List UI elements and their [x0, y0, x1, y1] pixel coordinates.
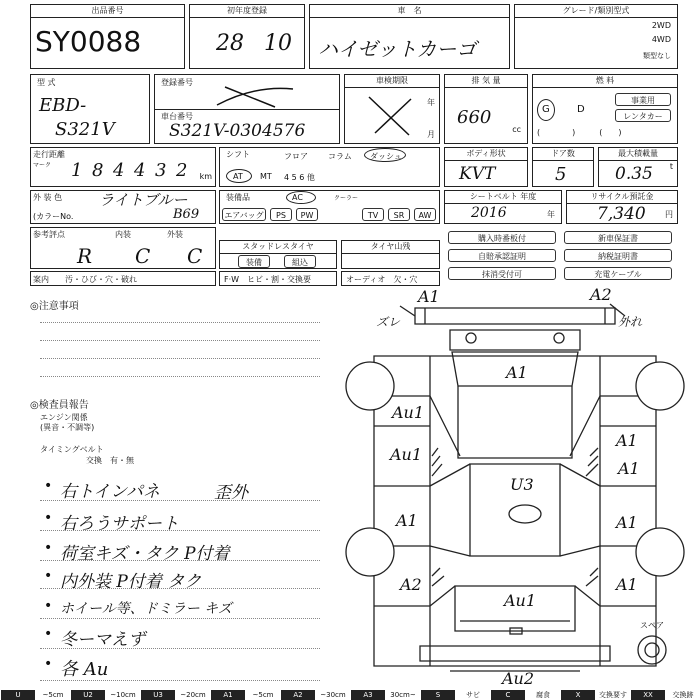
- vehicle-name-label: 車 名: [310, 5, 509, 18]
- color-number: B69: [173, 207, 200, 222]
- diagram-roof: A1: [506, 363, 528, 382]
- inspection-note-6: 冬ーマえず: [60, 630, 145, 650]
- doc-insurance: 自賠承認証明: [448, 249, 556, 262]
- diagram-top-left: A1: [418, 287, 440, 306]
- color-label: 外 装 色: [33, 193, 63, 202]
- inspection-note-4: 内外装 P付着 タク: [60, 572, 202, 592]
- inspection-note-right: 歪外: [214, 483, 248, 503]
- model-box: [30, 74, 150, 144]
- payload-value: 0.35: [615, 164, 653, 184]
- km-unit: km: [199, 172, 212, 181]
- displacement-label: 排 気 量: [445, 75, 527, 88]
- drive-2wd: 2WD: [651, 21, 671, 30]
- grade-score-box: [30, 227, 216, 269]
- equip-sr: SR: [388, 208, 410, 221]
- equipment-box: [219, 190, 440, 224]
- mileage-digits: 1 8 4 4 3 2: [71, 160, 188, 181]
- audio-text: オーディオ 欠・穴: [346, 275, 418, 284]
- diagram-rear: Au1: [504, 591, 537, 610]
- displacement-box: [444, 74, 528, 144]
- damage-legend: U ~5cm U2 ~10cm U3 ~20cm A1 ~5cm A2 ~30cm A3 30cm~ S サビ C 腐食 X 交換要す XX 交換跡: [0, 690, 700, 700]
- recycle-box: [566, 190, 678, 224]
- type-none: 類型なし: [643, 52, 671, 60]
- color-number-label: (カラーNo.: [33, 212, 74, 221]
- vehicle-name-value: ハイゼットカーゴ: [318, 37, 477, 61]
- year-unit: 年: [427, 98, 435, 107]
- guide-box: [30, 271, 216, 286]
- shift-column: コラム: [328, 152, 352, 161]
- body-value: KVT: [459, 164, 496, 184]
- t-unit: t: [669, 162, 673, 171]
- equip-pw: PW: [296, 208, 318, 221]
- diagram-left-mid: Au1: [390, 445, 423, 464]
- shift-label: シフト: [226, 150, 250, 159]
- doors-label: ドア数: [533, 148, 593, 161]
- doc-plate: 購入時番板付: [448, 231, 556, 244]
- chassis-number-label: 車台番号: [161, 112, 193, 121]
- timing-sub: 交換 有・無: [86, 456, 134, 465]
- first-registration-box: [189, 4, 305, 69]
- first-registration-label: 初年度登録: [190, 5, 304, 18]
- inspection-note-7: 各 Au: [60, 659, 109, 680]
- shift-floor: フロア: [284, 152, 308, 161]
- inspection-note-2: 右ろうサポート: [60, 514, 179, 534]
- shift-dash: ダッシュ: [370, 152, 402, 161]
- studless-yes: 装備: [238, 255, 270, 268]
- inspection-note-5: ホイール等、ドミラー キズ: [60, 601, 232, 617]
- audio-box: [341, 271, 440, 286]
- inspection-note-3: 荷室キズ・タク P付着: [60, 544, 230, 564]
- seatbelt-label: シートベルト 年度: [445, 191, 561, 204]
- doc-tax: 納税証明書: [564, 249, 672, 262]
- seatbelt-box: [444, 190, 562, 224]
- studless-no: 組込: [284, 255, 316, 268]
- grade-label: グレード/類別型式: [515, 5, 677, 18]
- diagram-left-label: ズレ: [376, 315, 401, 329]
- doc-warranty: 新車保証書: [564, 231, 672, 244]
- equip-tv: TV: [362, 208, 384, 221]
- doc-cancel: 抹消受付可: [448, 267, 556, 280]
- chassis-number-value: S321V-0304576: [169, 121, 306, 141]
- doors-value: 5: [555, 164, 567, 185]
- displacement-value: 660: [457, 107, 492, 128]
- registration-box: [154, 74, 340, 144]
- shift-gears: 4 5 6 他: [284, 173, 315, 182]
- inspection-label: 車検期限: [345, 75, 439, 88]
- grade-box: [514, 4, 678, 69]
- fuel-box: 燃 料 G D 事業用 レンタカー ( ) ( ): [532, 74, 678, 144]
- lot-number-label: 出品番号: [31, 5, 184, 18]
- diagram-left-rear: A1: [396, 511, 418, 530]
- doc-cable: 充電ケーブル: [564, 267, 672, 280]
- lot-number-box: [30, 4, 185, 69]
- shift-at: AT: [233, 172, 243, 181]
- shift-box: [219, 147, 440, 187]
- recycle-label: リサイクル預託金: [567, 191, 677, 204]
- equip-ac: AC: [292, 193, 303, 202]
- tire-box: [341, 240, 440, 269]
- doors-box: [532, 147, 594, 187]
- diagram-bottom: Au2: [502, 669, 535, 688]
- exterior-value: C: [187, 244, 203, 268]
- payload-label: 最大積載量: [599, 148, 677, 161]
- engine-sub: (異音・不調等): [40, 423, 95, 432]
- month-unit: 月: [427, 130, 435, 139]
- diagram-right-mid: A1: [618, 459, 640, 478]
- seatbelt-year-unit: 年: [547, 210, 555, 219]
- mileage-box: [30, 147, 216, 187]
- studless-label: スタッドレスタイヤ: [220, 241, 336, 254]
- interior-label: 内装: [115, 230, 131, 239]
- cc-unit: cc: [512, 125, 521, 134]
- body-box: [444, 147, 528, 187]
- equip-aw: AW: [414, 208, 436, 221]
- drive-4wd: 4WD: [651, 35, 671, 44]
- first-registration-year: 28: [216, 31, 244, 56]
- documents-box: [444, 227, 678, 284]
- business-use: 事業用: [615, 93, 671, 106]
- lot-number-value: SY0088: [35, 25, 142, 58]
- grade-score-value: R: [77, 244, 93, 268]
- payload-box: [598, 147, 678, 187]
- strike-mark-icon: [365, 93, 415, 139]
- yen-unit: 円: [665, 210, 673, 219]
- diagram-right-front: A1: [616, 431, 638, 450]
- diagram-right-rear: A1: [616, 513, 638, 532]
- seatbelt-value: 2016: [471, 205, 507, 221]
- diagram-right-bottom: A1: [616, 575, 638, 594]
- inspection-note-1: 右トインパネ: [60, 482, 160, 502]
- registration-number-label: 登録番号: [161, 78, 193, 87]
- first-registration-month: 10: [264, 31, 292, 56]
- equip-airbag: エアバッグ: [222, 208, 266, 221]
- fuel-g: G: [542, 104, 550, 115]
- timing-label: タイミングベルト: [40, 445, 104, 454]
- guide-label: 案内: [33, 275, 49, 284]
- diagram-top-right: A2: [590, 286, 612, 304]
- inspection-box: [344, 74, 440, 144]
- caution-title: ◎注意事項: [30, 301, 79, 312]
- fw-text: F·W ヒビ・割・交換要: [224, 275, 312, 284]
- model-value-1: EBD-: [39, 95, 87, 116]
- fuel-d: D: [577, 104, 585, 115]
- equip-cooler: クーラー: [334, 195, 359, 202]
- diagram-left-bottom: A2: [400, 575, 422, 594]
- spare-label: スペア: [640, 621, 664, 630]
- fw-box: [219, 271, 337, 286]
- equipment-label: 装備品: [226, 193, 250, 202]
- body-label: ボディ形状: [445, 148, 527, 161]
- exterior-label: 外装: [167, 230, 183, 239]
- model-label: 型 式: [37, 78, 56, 87]
- guide-text: 汚・ひび・穴・破れ: [65, 275, 137, 284]
- fuel-label: 燃 料: [533, 75, 677, 88]
- interior-value: C: [135, 244, 151, 268]
- vehicle-name-box: [309, 4, 510, 69]
- mileage-label: 走行距離: [33, 150, 65, 159]
- inspector-title: ◎検査員報告: [30, 400, 89, 411]
- color-box: [30, 190, 216, 224]
- grade-score-label: 参考評点: [33, 230, 65, 239]
- mileage-marker: マーク: [33, 162, 52, 169]
- diagram-right-label: 外れ: [618, 315, 643, 329]
- model-value-2: S321V: [55, 119, 115, 140]
- shift-mt: MT: [260, 172, 272, 181]
- diagram-center: U3: [510, 475, 534, 494]
- diagram-left-front: Au1: [392, 403, 425, 422]
- rental: レンタカー: [615, 109, 671, 122]
- tire-label: タイヤ山残: [342, 241, 439, 254]
- studless-box: [219, 240, 337, 269]
- recycle-value: 7,340: [597, 204, 646, 224]
- equip-ps: PS: [270, 208, 292, 221]
- vehicle-damage-diagram: [340, 286, 700, 690]
- strike-mark-icon: [215, 83, 295, 109]
- color-value: ライトブルー: [99, 191, 188, 209]
- engine-label: エンジン関係: [40, 413, 88, 422]
